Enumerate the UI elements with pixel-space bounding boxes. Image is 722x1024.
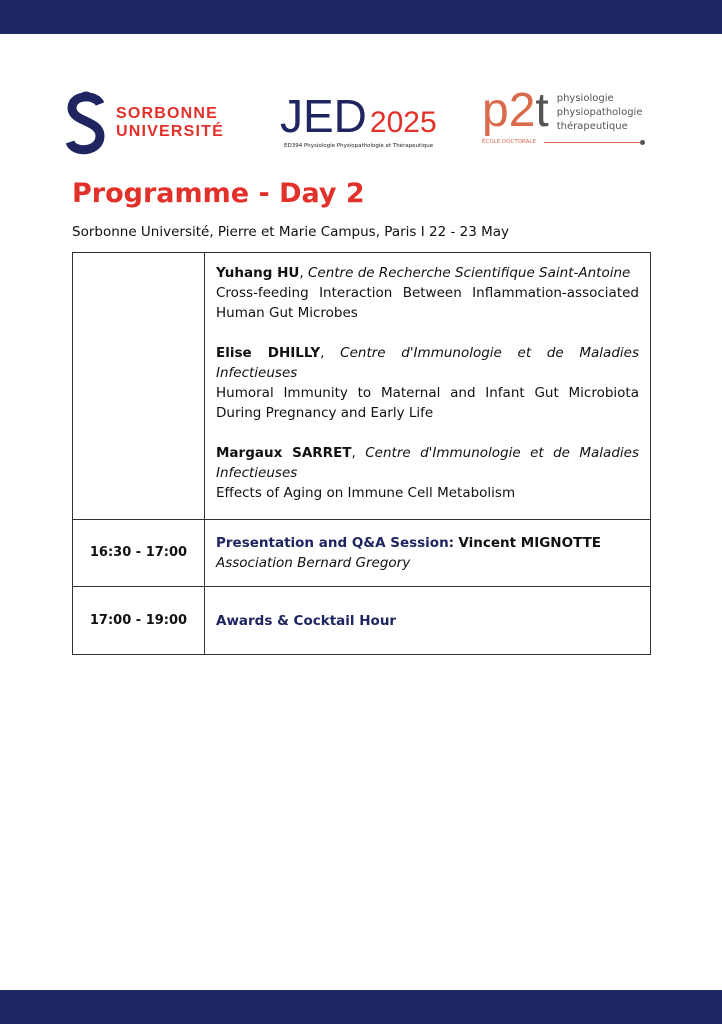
session-label: Awards & Cocktail Hour	[216, 612, 397, 629]
jed-subtitle: ED394 Physiologie Physiopathologie et Thérapeutique	[284, 143, 434, 149]
content-cell	[205, 587, 651, 655]
sorbonne-s-icon	[66, 90, 106, 156]
p2t-dot	[640, 140, 645, 145]
page-subtitle: Sorbonne Université, Pierre et Marie Campus, Paris I 22 - 23 May	[72, 224, 509, 240]
table-row	[73, 587, 651, 655]
programme-table	[72, 252, 651, 655]
p2t-t: t	[535, 84, 549, 137]
jed-text: JED	[280, 90, 367, 142]
affiliation: Centre d'Immunologie et de Maladies Infectieuses	[216, 445, 639, 481]
time-cell: 17:00 - 19:00	[73, 587, 205, 655]
affiliation: Association Bernard Gregory	[216, 555, 411, 571]
jed-logo	[280, 92, 470, 150]
p2t-word: physiopathologie	[556, 107, 643, 118]
p2t-word: thérapeutique	[556, 121, 628, 132]
talk	[216, 263, 639, 323]
content-cell	[205, 520, 651, 587]
logo-text: UNIVERSITÉ	[116, 123, 225, 140]
talk	[216, 443, 639, 503]
speaker-name: Yuhang HU	[216, 265, 300, 281]
table-row	[73, 253, 651, 520]
affiliation: Centre d'Immunologie et de Maladies Infectieuses	[216, 345, 639, 381]
table-row	[73, 520, 651, 587]
speaker-name: Elise DHILLY	[216, 345, 321, 361]
page-title: Programme - Day 2	[72, 178, 365, 209]
logo-text: SORBONNE	[116, 105, 219, 122]
time-cell	[73, 253, 205, 520]
time-cell: 16:30 - 17:00	[73, 520, 205, 587]
p2t-text: p2	[482, 84, 536, 137]
top-banner	[0, 0, 722, 34]
speaker-name: Vincent MIGNOTTE	[458, 535, 602, 551]
talk-title: Humoral Immunity to Maternal and Infant Gut Microbiota During Pregnancy and Early Life	[216, 385, 639, 421]
separator: ,	[351, 445, 366, 461]
affiliation: Centre de Recherche Scientifique Saint-Antoine	[307, 265, 631, 281]
logo-row	[66, 86, 666, 166]
p2t-logo	[482, 86, 645, 146]
talk-title: Effects of Aging on Immune Cell Metabolism	[216, 485, 516, 501]
p2t-line	[544, 142, 640, 143]
jed-year: 2025	[369, 106, 437, 139]
session-label: Presentation and Q&A Session:	[216, 535, 455, 551]
talk	[216, 343, 639, 423]
separator: ,	[320, 345, 341, 361]
p2t-school: ÉCOLE DOCTORALE	[482, 139, 536, 145]
speaker-name: Margaux SARRET	[216, 445, 352, 461]
p2t-word: physiologie	[556, 93, 614, 104]
talk-title: Cross-feeding Interaction Between Inflammation-associated Human Gut Microbes	[216, 285, 639, 321]
sorbonne-logo	[66, 90, 266, 156]
content-cell	[205, 253, 651, 520]
separator: ,	[299, 265, 308, 281]
bottom-banner	[0, 990, 722, 1024]
